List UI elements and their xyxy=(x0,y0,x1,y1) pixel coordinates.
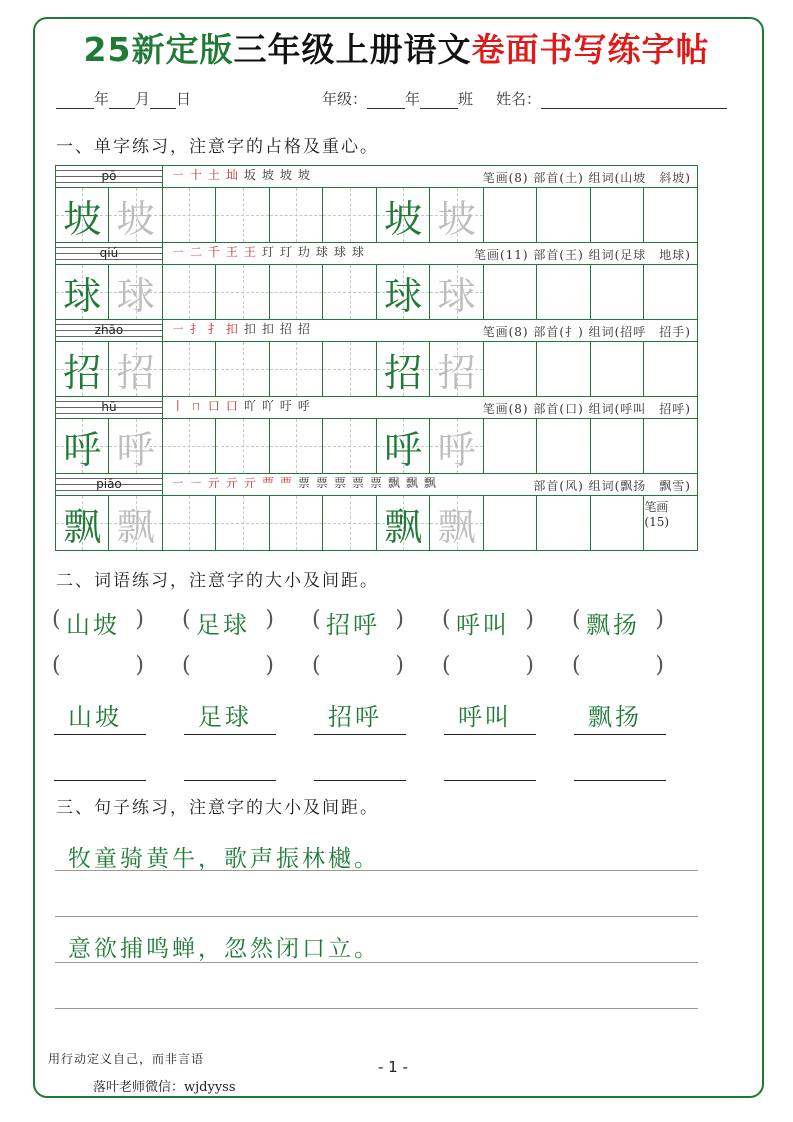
char-practice-row xyxy=(56,496,698,551)
stroke-step: 王 xyxy=(243,245,256,259)
section2-heading: 二、词语练习，注意字的大小及间距。 xyxy=(56,571,379,591)
word-blank[interactable]: ( ) xyxy=(52,653,144,678)
pinyin: piāo xyxy=(96,477,122,491)
char-header-row xyxy=(56,243,698,265)
model-char: 球 xyxy=(384,273,423,318)
stroke-step: 吁 xyxy=(279,399,292,413)
model-char: 坡 xyxy=(384,196,423,241)
stroke-order xyxy=(169,245,367,259)
date-field[interactable]: 年 月 日 xyxy=(56,88,191,109)
writing-cell[interactable] xyxy=(376,265,430,320)
pinyin: pō xyxy=(101,169,117,183)
trace-char: 飘 xyxy=(437,504,476,549)
char-meta: 笔画(8) 部首(扌) 组词(招呼 招手) xyxy=(482,325,691,339)
writing-cell[interactable] xyxy=(376,419,430,474)
section1-heading: 一、单字练习，注意字的占格及重心。 xyxy=(56,137,379,157)
writing-cell[interactable] xyxy=(430,188,484,243)
stroke-step: 扣 xyxy=(243,322,256,336)
stroke-step: 覀 xyxy=(261,476,274,490)
stroke-step: 坡 xyxy=(279,168,292,182)
stroke-step: 坡 xyxy=(297,168,310,182)
trace-char: 飘 xyxy=(116,504,155,549)
student-info xyxy=(56,88,746,110)
writing-cell[interactable] xyxy=(644,188,698,243)
writing-cell[interactable] xyxy=(216,342,270,397)
model-char: 招 xyxy=(384,350,423,395)
writing-cell[interactable] xyxy=(216,419,270,474)
writing-cell[interactable] xyxy=(162,342,216,397)
model-char: 球 xyxy=(63,273,102,318)
writing-cell[interactable] xyxy=(537,342,591,397)
stroke-count: 笔画(15) xyxy=(644,500,670,529)
footer-contact: 落叶老师微信：wjdyyss xyxy=(93,1080,236,1095)
stroke-step: 球 xyxy=(351,245,364,259)
trace-char: 招 xyxy=(116,350,155,395)
stroke-step: 球 xyxy=(315,245,328,259)
model-char: 飘 xyxy=(384,504,423,549)
char-meta: 笔画(8) 部首(土) 组词(山坡 斜坡) xyxy=(482,171,691,185)
word-underlined: 足球 xyxy=(184,697,276,735)
writing-cell[interactable] xyxy=(109,265,162,320)
writing-cell[interactable] xyxy=(644,496,698,551)
writing-cell[interactable] xyxy=(323,342,377,397)
word-blank[interactable]: ( ) xyxy=(182,653,274,678)
word-write-line[interactable] xyxy=(444,743,536,781)
model-char: 坡 xyxy=(63,196,102,241)
stroke-step: 坂 xyxy=(243,168,256,182)
writing-cell[interactable] xyxy=(537,496,591,551)
grade-field[interactable]: 年级： 年 班 xyxy=(322,90,474,108)
stroke-step: 千 xyxy=(207,245,220,259)
trace-char: 坡 xyxy=(437,196,476,241)
trace-char: 呼 xyxy=(437,427,476,472)
stroke-order-cell xyxy=(162,474,697,496)
writing-cell[interactable] xyxy=(376,496,430,551)
char-meta: 笔画(8) 部首(口) 组词(呼叫 招呼) xyxy=(482,402,691,416)
word-write-line[interactable] xyxy=(54,743,146,781)
section3-heading: 三、句子练习，注意字的大小及间距。 xyxy=(56,798,379,818)
name-field[interactable]: 姓名： xyxy=(496,88,727,109)
writing-cell[interactable] xyxy=(323,188,377,243)
pinyin: qiú xyxy=(99,246,119,260)
stroke-step: 十 xyxy=(189,168,202,182)
writing-cell[interactable] xyxy=(376,342,430,397)
writing-cell[interactable] xyxy=(590,342,644,397)
stroke-step: 扌 xyxy=(189,322,202,336)
writing-cell[interactable] xyxy=(430,265,484,320)
writing-cell[interactable] xyxy=(269,265,323,320)
writing-cell[interactable] xyxy=(430,496,484,551)
writing-cell[interactable] xyxy=(56,188,109,243)
writing-cell[interactable] xyxy=(323,496,377,551)
footer-motto: 用行动定义自己，而非言语 xyxy=(48,1052,205,1066)
writing-cell[interactable] xyxy=(590,496,644,551)
stroke-order xyxy=(169,322,313,336)
writing-cell[interactable] xyxy=(56,342,109,397)
pinyin-cell xyxy=(56,243,163,265)
pinyin: hū xyxy=(101,400,117,414)
model-char: 呼 xyxy=(384,427,423,472)
writing-cell[interactable] xyxy=(644,419,698,474)
word-empty-row xyxy=(52,651,702,687)
character-practice-grid xyxy=(55,165,698,551)
word-blank[interactable]: ( ) xyxy=(312,653,404,678)
pinyin-cell xyxy=(56,166,163,188)
char-header-row xyxy=(56,474,698,496)
stroke-step: 亓 xyxy=(243,476,256,490)
stroke-step: ㇐ xyxy=(171,168,184,182)
stroke-order xyxy=(169,476,439,490)
word-underlined: 呼叫 xyxy=(444,697,536,735)
writing-cell[interactable] xyxy=(644,342,698,397)
stroke-step: 玎 xyxy=(279,245,292,259)
char-header-row xyxy=(56,320,698,342)
stroke-step: 飘 xyxy=(387,476,400,490)
word-underlined: 招呼 xyxy=(314,697,406,735)
trace-char: 坡 xyxy=(116,196,155,241)
stroke-step: 票 xyxy=(351,476,364,490)
char-header-row xyxy=(56,397,698,419)
writing-cell[interactable] xyxy=(216,265,270,320)
stroke-order xyxy=(169,168,313,182)
writing-cell[interactable] xyxy=(56,496,109,551)
writing-cell[interactable] xyxy=(537,419,591,474)
writing-cell[interactable] xyxy=(109,342,162,397)
stroke-step: 亓 xyxy=(207,476,220,490)
word-model: ( 招呼 ) xyxy=(312,607,404,639)
writing-cell[interactable] xyxy=(323,265,377,320)
stroke-step: ㇐ xyxy=(171,322,184,336)
word-model: ( 飘扬 ) xyxy=(572,607,664,639)
word-model: ( 呼叫 ) xyxy=(442,607,534,639)
stroke-step: 招 xyxy=(279,322,292,336)
trace-char: 球 xyxy=(116,273,155,318)
char-header-row xyxy=(56,166,698,188)
stroke-step: 土 xyxy=(207,168,220,182)
writing-cell[interactable] xyxy=(216,188,270,243)
writing-cell[interactable] xyxy=(483,342,537,397)
model-char: 飘 xyxy=(63,504,102,549)
page-number: - 1 - xyxy=(378,1058,408,1076)
stroke-step: 口 xyxy=(225,399,238,413)
stroke-step: 扣 xyxy=(225,322,238,336)
stroke-order-cell xyxy=(162,320,697,342)
stroke-step: 吖 xyxy=(243,399,256,413)
writing-cell[interactable] xyxy=(162,265,216,320)
writing-cell[interactable] xyxy=(376,188,430,243)
stroke-step: 招 xyxy=(297,322,310,336)
pinyin: zhāo xyxy=(94,323,124,337)
char-practice-row xyxy=(56,419,698,474)
stroke-step: 覀 xyxy=(279,476,292,490)
word-write-line[interactable] xyxy=(184,743,276,781)
writing-cell[interactable] xyxy=(644,265,698,320)
stroke-order-cell xyxy=(162,166,697,188)
stroke-step: 票 xyxy=(315,476,328,490)
pinyin-cell xyxy=(56,397,163,419)
stroke-step: 二 xyxy=(189,245,202,259)
writing-cell[interactable] xyxy=(590,419,644,474)
trace-char: 呼 xyxy=(116,427,155,472)
char-meta: 笔画(11) 部首(王) 组词(足球 地球) xyxy=(473,248,691,262)
writing-cell[interactable] xyxy=(56,265,109,320)
writing-cell[interactable] xyxy=(483,265,537,320)
writing-cell[interactable] xyxy=(109,188,162,243)
stroke-step: 扌 xyxy=(207,322,220,336)
stroke-step: ㇐ xyxy=(171,476,184,490)
stroke-step: 飘 xyxy=(405,476,418,490)
char-practice-row xyxy=(56,188,698,243)
page-title xyxy=(0,24,793,71)
sentence-practice-line-1[interactable] xyxy=(55,916,698,917)
word-model: ( 足球 ) xyxy=(182,607,274,639)
writing-cell[interactable] xyxy=(269,496,323,551)
title-grade: 三年级上册语文 xyxy=(233,30,472,69)
word-write-line[interactable] xyxy=(314,743,406,781)
trace-char: 招 xyxy=(437,350,476,395)
char-practice-row xyxy=(56,342,698,397)
writing-cell[interactable] xyxy=(590,188,644,243)
writing-cell[interactable] xyxy=(430,419,484,474)
writing-cell[interactable] xyxy=(537,188,591,243)
stroke-order xyxy=(169,399,313,413)
stroke-step: 亓 xyxy=(225,476,238,490)
stroke-step: 票 xyxy=(333,476,346,490)
stroke-step: ㄇ xyxy=(189,399,202,413)
stroke-step: 王 xyxy=(225,245,238,259)
writing-cell[interactable] xyxy=(590,265,644,320)
writing-cell[interactable] xyxy=(483,496,537,551)
stroke-step: 球 xyxy=(333,245,346,259)
writing-cell[interactable] xyxy=(56,419,109,474)
writing-cell[interactable] xyxy=(483,188,537,243)
stroke-step: 口 xyxy=(207,399,220,413)
writing-cell[interactable] xyxy=(537,265,591,320)
writing-cell[interactable] xyxy=(269,342,323,397)
writing-cell[interactable] xyxy=(216,496,270,551)
word-model: ( 山坡 ) xyxy=(52,607,144,639)
stroke-step: ㇐ xyxy=(189,476,202,490)
stroke-step: 票 xyxy=(297,476,310,490)
writing-cell[interactable] xyxy=(269,188,323,243)
stroke-step: 飘 xyxy=(423,476,436,490)
writing-cell[interactable] xyxy=(109,496,162,551)
title-subject: 卷面书写练字帖 xyxy=(471,30,710,69)
writing-cell[interactable] xyxy=(323,419,377,474)
stroke-step: 呼 xyxy=(297,399,310,413)
writing-cell[interactable] xyxy=(109,419,162,474)
trace-char: 球 xyxy=(437,273,476,318)
stroke-step: 坡 xyxy=(261,168,274,182)
word-write-line[interactable] xyxy=(574,743,666,781)
writing-cell[interactable] xyxy=(162,188,216,243)
stroke-step: 丨 xyxy=(171,399,184,413)
sentence-line-2[interactable] xyxy=(55,962,698,963)
stroke-step: 扣 xyxy=(261,322,274,336)
writing-cell[interactable] xyxy=(430,342,484,397)
writing-cell[interactable] xyxy=(483,419,537,474)
word-underlined: 飘扬 xyxy=(574,697,666,735)
sentence-1: 牧童骑黄牛，歌声振林樾。 xyxy=(68,846,380,872)
stroke-step: 吖 xyxy=(261,399,274,413)
stroke-step: 玎 xyxy=(261,245,274,259)
sentence-practice-line-2[interactable] xyxy=(55,1008,698,1009)
pinyin-cell xyxy=(56,320,163,342)
stroke-step: ㇐ xyxy=(171,245,184,259)
stroke-step: 票 xyxy=(369,476,382,490)
char-meta: 部首(风) 组词(飘扬 飘雪) xyxy=(533,479,691,493)
stroke-order-cell xyxy=(162,243,697,265)
title-edition: 25新定版 xyxy=(83,30,234,69)
sentence-line-1[interactable] xyxy=(55,870,698,871)
char-practice-row xyxy=(56,265,698,320)
word-blank[interactable]: ( ) xyxy=(572,653,664,678)
writing-cell[interactable] xyxy=(162,496,216,551)
sentence-2: 意欲捕鸣蝉，忽然闭口立。 xyxy=(68,936,380,962)
word-underlined: 山坡 xyxy=(54,697,146,735)
model-char: 招 xyxy=(63,350,102,395)
model-char: 呼 xyxy=(63,427,102,472)
writing-cell[interactable] xyxy=(162,419,216,474)
stroke-step: 玏 xyxy=(297,245,310,259)
pinyin-cell xyxy=(56,474,163,496)
word-model-row xyxy=(52,605,702,641)
stroke-order-cell xyxy=(162,397,697,419)
writing-cell[interactable] xyxy=(269,419,323,474)
stroke-step: 圸 xyxy=(225,168,238,182)
word-blank[interactable]: ( ) xyxy=(442,653,534,678)
